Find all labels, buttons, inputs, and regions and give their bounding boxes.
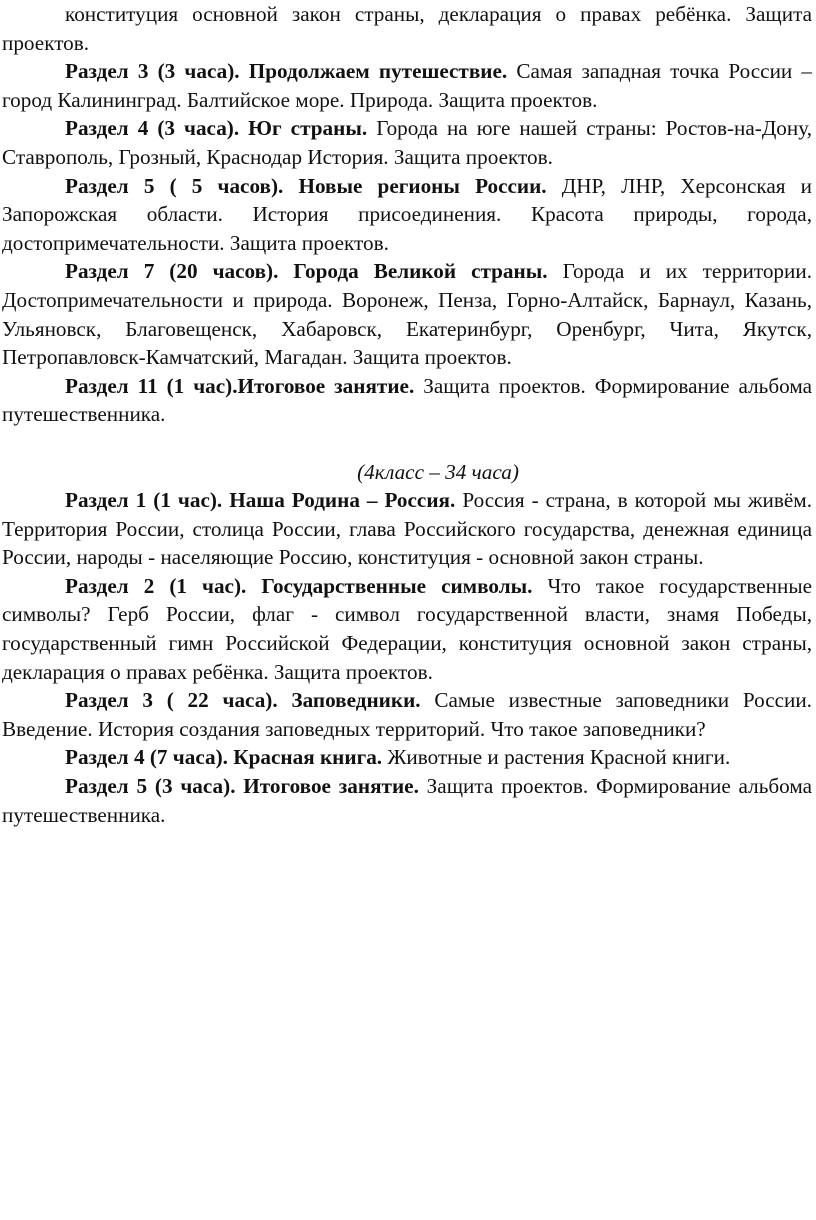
section-heading: Раздел 4 (3 часа). Юг страны. [65,116,368,141]
paragraph-section-5: Раздел 5 ( 5 часов). Новые регионы России. ДНР, ЛНР, Херсонская и Запорожская области. История присоединения. Красота природы, города, достопримечательности. Защита проектов. [2,173,812,255]
section-heading: Раздел 4 (7 часа). Красная книга. [65,745,383,770]
paragraph-section-3: Раздел 3 (3 часа). Продолжаем путешествие. Самая западная точка России – город Калининград. Балтийское море. Природа. Защита проектов. [2,59,813,112]
paragraph-grade4-section-5: Раздел 5 (3 часа). Итоговое занятие. Защита проектов. Формирование альбома путешественника. [2,774,812,827]
paragraph-grade4-section-1: Раздел 1 (1 час). Наша Родина – Россия. Россия - страна, в которой мы живём. Территория России, столица России, глава Российского государства, денежная единица России, народы - населяющие Россию, конституция - основной закон страны. [2,488,812,570]
section-heading: Раздел 7 (20 часов). Города Великой страны. [65,259,548,284]
grade-heading: (4класс – 34 часа) [357,459,519,484]
section-heading: Раздел 1 (1 час). Наша Родина – Россия. [65,488,456,513]
paragraph-section-4: Раздел 4 (3 часа). Юг страны. Города на юге нашей страны: Ростов-на-Дону, Ставрополь, Грозный, Краснодар История. Защита проектов. [2,116,812,169]
section-heading: Раздел 5 (3 часа). Итоговое занятие. [65,774,419,799]
spacer [2,429,814,458]
paragraph-grade4-section-2: Раздел 2 (1 час). Государственные символы. Что такое государственные символы? Герб России, флаг - символ государственной власти, знамя Победы, государственный гимн Российской Федерации, конституция основной закон страны, декларация о правах ребёнка. Защита проектов. [2,573,813,684]
section-heading: Раздел 5 ( 5 часов). Новые регионы России. [65,173,547,198]
section-heading: Раздел 3 ( 22 часа). Заповедники. [65,688,421,713]
text-column [2,0,814,829]
section-heading: Раздел 2 (1 час). Государственные символы. [65,573,533,598]
paragraph-continuation: конституция основной закон страны, декларация о правах ребёнка. Защита проектов. [2,2,812,55]
paragraph-section-7: Раздел 7 (20 часов). Города Великой страны. Города и их территории. Достопримечательности и природа. Воронеж, Пенза, Горно-Алтайск, Барнаул, Казань, Ульяновск, Благовещенск, Хабаровск, Екатеринбург, Оренбург, Чита, Якутск, Петропавловск-Камчатский, Магадан. Защита проектов. [2,259,812,370]
paragraph-grade4-section-4: Раздел 4 (7 часа). Красная книга. Животные и растения Красной книги. [65,745,731,770]
paragraph-section-11: Раздел 11 (1 час).Итоговое занятие. Защита проектов. Формирование альбома путешественника. [2,373,812,427]
paragraph-grade4-section-3: Раздел 3 ( 22 часа). Заповедники. Самые известные заповедники России. Введение. История создания заповедных территорий. Что такое заповедники? [2,688,812,741]
section-heading: Раздел 11 (1 час).Итоговое занятие. [65,373,415,398]
section-heading: Раздел 3 (3 часа). Продолжаем путешествие. [65,59,508,84]
